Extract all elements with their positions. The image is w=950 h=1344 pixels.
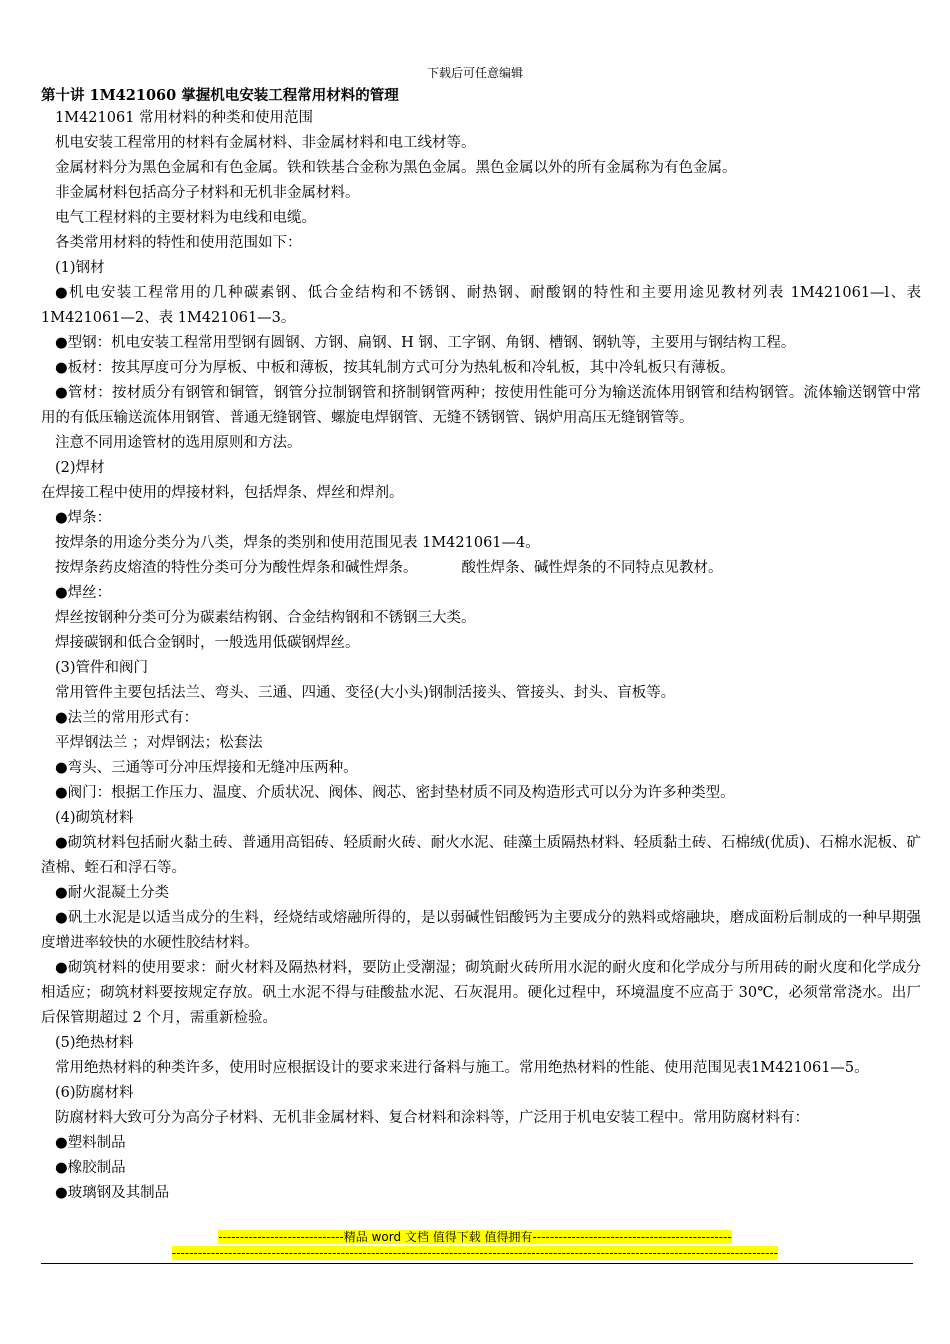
bullet-paragraph: ●耐火混凝土分类 (55, 885, 170, 901)
paragraph: 电气工程材料的主要材料为电线和电缆。 (55, 210, 316, 226)
bullet-paragraph: ●矾土水泥是以适当成分的生料，经烧结或熔融所得的，是以弱碱性铝酸钙为主要成分的熟料或熔融块，磨成面粉后制成的一种早期强度增进率较快的水硬性胶结材料。 (41, 910, 921, 951)
paragraph: 非金属材料包括高分子材料和无机非金属材料。 (55, 185, 360, 201)
bullet-paragraph: ●机电安装工程常用的几种碳素钢、低合金结构和不锈钢、耐热钢、耐酸钢的特性和主要用途见教材列表 1M421061—l、表 1M421061—2、表 1M421061—3。 (41, 285, 921, 326)
paragraph: 焊接碳钢和低合金钢时，一般选用低碳钢焊丝。 (55, 635, 360, 651)
section-heading: 1M421061 常用材料的种类和使用范围 (55, 110, 314, 126)
paragraph: 机电安装工程常用的材料有金属材料、非金属材料和电工线材等。 (55, 135, 476, 151)
paragraph: 在焊接工程中使用的焊接材料，包括焊条、焊丝和焊剂。 (41, 485, 404, 501)
footer-rule (41, 1263, 913, 1264)
bullet-paragraph: ●型钢：机电安装工程常用型钢有圆钢、方钢、扁钢、H 钢、工字钢、角钢、槽钢、钢轨等，主要用与钢结构工程。 (55, 335, 796, 351)
paragraph-part: 酸性焊条、碱性焊条的不同特点见教材。 (461, 560, 723, 576)
bullet-paragraph: ●焊丝： (55, 585, 112, 601)
bullet-item: ●橡胶制品 (55, 1160, 126, 1176)
subheading-anticorrosion: (6)防腐材料 (55, 1085, 134, 1101)
subheading-welding: (2)焊材 (55, 460, 105, 476)
footer-line-2: -------------------------------------------------------------------------------------------------------------------------------------------- (171, 1246, 779, 1260)
bullet-paragraph: ●阀门：根据工作压力、温度、介质状况、阀体、阀芯、密封垫材质不同及构造形式可以分为许多种类型。 (55, 785, 735, 801)
paragraph: 按焊条的用途分类分为八类，焊条的类别和使用范围见表 1M421061—4。 (55, 535, 540, 551)
paragraph: 各类常用材料的特性和使用范围如下： (55, 235, 302, 251)
subheading-steel: (1)钢材 (55, 260, 105, 276)
paragraph: 焊丝按钢种分类可分为碳素结构钢、合金结构钢和不锈钢三大类。 (55, 610, 476, 626)
paragraph (41, 556, 921, 581)
paragraph: 常用管件主要包括法兰、弯头、三通、四通、变径(大小头)钢制活接头、管接头、封头、盲板等。 (55, 685, 676, 701)
bullet-paragraph: ●砌筑材料的使用要求：耐火材料及隔热材料，要防止受潮湿；砌筑耐火砖所用水泥的耐火度和化学成分与所用砖的耐火度和化学成分相适应；砌筑材料要按规定存放。矾土水泥不得与硅酸盐水泥、石灰混用。硬化过程中，环境温度不应高于 30℃，必须常常浇水。出厂后保管期超过 2 个月，需重新检验。 (41, 960, 921, 1026)
paragraph: 金属材料分为黑色金属和有色金属。铁和铁基合金称为黑色金属。黑色金属以外的所有金属称为有色金属。 (55, 160, 737, 176)
document-body (41, 86, 921, 1206)
paragraph: 注意不同用途管材的选用原则和方法。 (55, 435, 302, 451)
bullet-paragraph: ●弯头、三通等可分冲压焊接和无缝冲压两种。 (55, 760, 358, 776)
lecture-title: 第十讲 1M421060 掌握机电安装工程常用材料的管理 (41, 87, 399, 104)
subheading-masonry: (4)砌筑材料 (55, 810, 134, 826)
bullet-paragraph: ●板材：按其厚度可分为厚板、中板和薄板，按其轧制方式可分为热轧板和冷轧板，其中冷轧板只有薄板。 (55, 360, 735, 376)
subheading-insulation: (5)绝热材料 (55, 1035, 134, 1051)
paragraph: 常用绝热材料的种类许多，使用时应根据设计的要求来进行备料与施工。常用绝热材料的性能、使用范围见表1M421061—5。 (55, 1060, 869, 1076)
bullet-item: ●玻璃钢及其制品 (55, 1185, 170, 1201)
subheading-fittings: (3)管件和阀门 (55, 660, 149, 676)
bullet-item: ●塑料制品 (55, 1135, 126, 1151)
bullet-paragraph: ●法兰的常用形式有： (55, 710, 199, 726)
bullet-paragraph: ●管材：按材质分有钢管和铜管，钢管分拉制钢管和挤制钢管两种；按使用性能可分为输送流体用钢管和结构钢管。流体输送钢管中常用的有低压输送流体用钢管、普通无缝钢管、螺旋电焊钢管、无缝不锈钢管、锅炉用高压无缝钢管等。 (41, 385, 921, 426)
footer-line-1: -----------------------------精品 word 文档 值得下载 值得拥有---------------------------------------------- (218, 1230, 732, 1244)
bullet-paragraph: ●砌筑材料包括耐火黏土砖、普通用高铝砖、轻质耐火砖、耐火水泥、硅藻土质隔热材料、轻质黏土砖、石棉绒(优质)、石棉水泥板、矿渣棉、蛭石和浮石等。 (41, 835, 921, 876)
footer-banner (0, 1229, 950, 1261)
header-note: 下载后可任意编辑 (426, 66, 523, 80)
paragraph: 平焊钢法兰 ；对焊钢法；松套法 (55, 735, 263, 751)
paragraph: 防腐材料大致可分为高分子材料、无机非金属材料、复合材料和涂料等，广泛用于机电安装工程中。常用防腐材料有： (55, 1110, 809, 1126)
bullet-paragraph: ●焊条： (55, 510, 112, 526)
paragraph-part: 按焊条药皮熔渣的特性分类可分为酸性焊条和碱性焊条。 (55, 560, 418, 576)
